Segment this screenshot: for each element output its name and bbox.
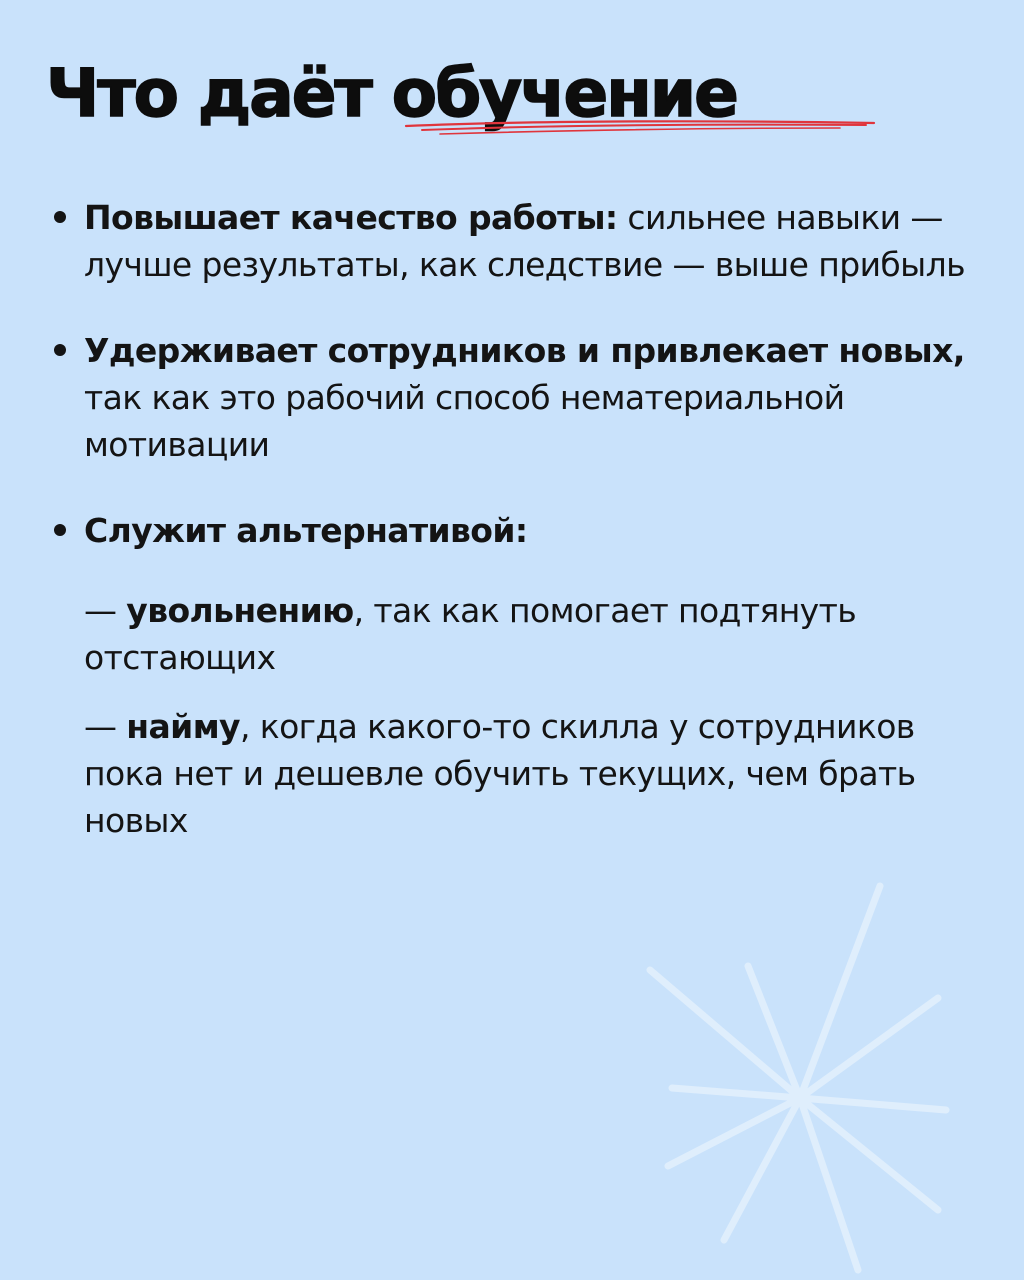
starburst-icon [640,870,970,1280]
sub-item-text: , когда какого-то скилла у сотрудников пока нет и дешевле обучить текущих, чем брать новых [84,707,916,840]
sub-item-heading: увольнению [126,591,354,630]
sub-item-dash: — [84,591,127,630]
sub-item-dash: — [84,707,127,746]
bullet-heading: Удерживает сотрудников и привлекает новых, [84,331,965,370]
content [48,194,968,866]
bullet-dot-icon [54,344,66,356]
sub-item [48,587,968,681]
sub-item [48,703,968,844]
title-underline-scribble [400,112,880,142]
bullet-heading: Повышает качество работы: [84,198,618,237]
bullet-dot-icon [54,211,66,223]
sub-item-text: , так как помогает подтянуть отстающих [84,591,857,677]
bullet-item [48,194,968,288]
bullet-dot-icon [54,524,66,536]
bullet-item [48,327,968,468]
page-title: Что даёт обучение [46,55,737,132]
bullet-heading: Служит альтернативой: [84,511,528,550]
bullet-text: сильнее навыки — лучше результаты, как следствие — выше прибыль [84,198,965,284]
bullet-text: так как это рабочий способ нематериальной мотивации [84,378,845,464]
sub-item-heading: найму [126,707,240,746]
bullet-item [48,507,968,554]
